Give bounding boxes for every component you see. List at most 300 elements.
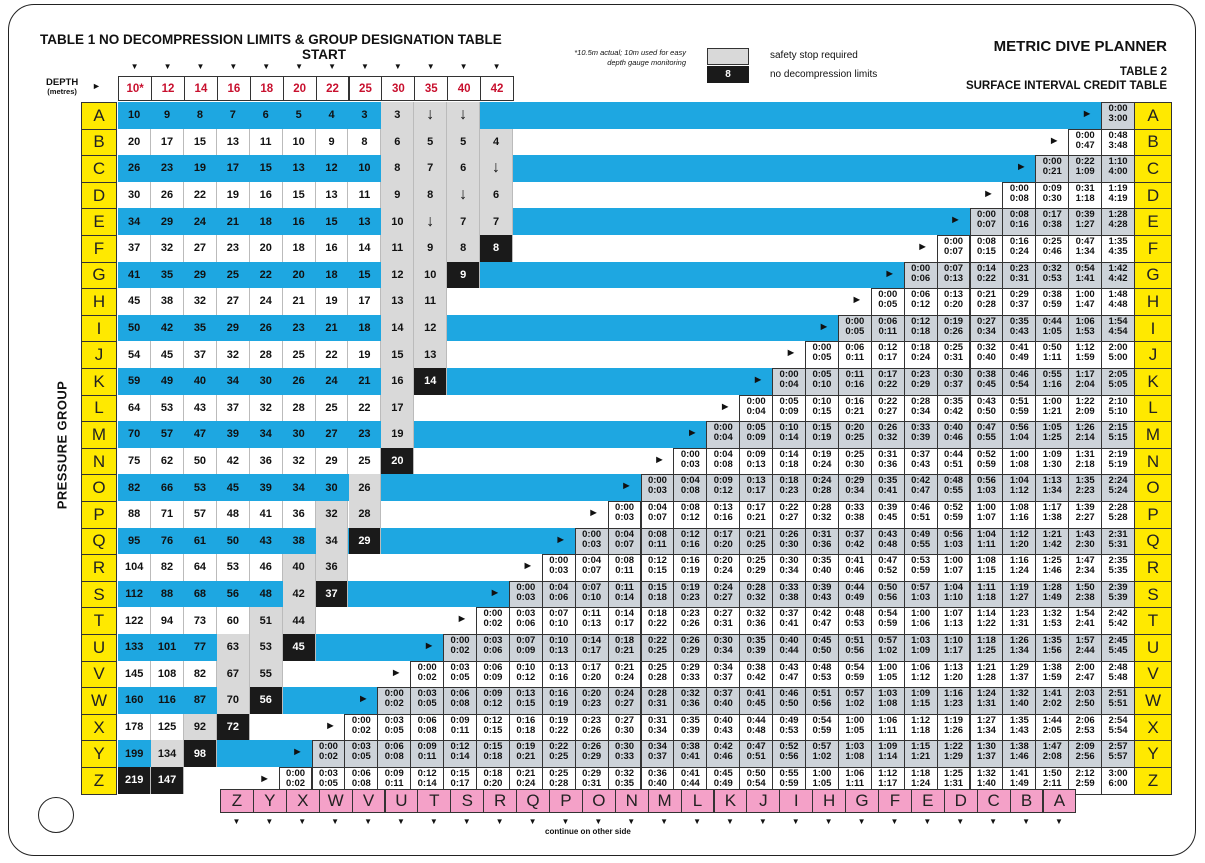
interval-time: 2:08 <box>1042 751 1062 763</box>
interval-time: 1:46 <box>1042 565 1062 577</box>
interval-time: 1:12 <box>911 671 931 683</box>
interval-time: 0:21 <box>615 661 635 673</box>
interval-time: 0:20 <box>845 422 865 434</box>
interval-time: 1:21 <box>1042 528 1062 540</box>
interval-time: 2:35 <box>1108 555 1128 567</box>
bottom-arrow-icon: ▼ <box>791 816 800 826</box>
interval-time: 0:36 <box>680 698 700 710</box>
interval-time: 0:03 <box>516 608 536 620</box>
interval-time: 0:44 <box>746 714 766 726</box>
ndl-cell-K-9: 14 <box>414 368 447 395</box>
interval-cell-N-9 <box>970 448 1004 476</box>
interval-time: 0:25 <box>944 342 964 354</box>
ndl-cell-F-8: 11 <box>381 235 414 262</box>
interval-time: 0:19 <box>549 714 569 726</box>
interval-time: 0:24 <box>713 565 733 577</box>
interval-time: 0:56 <box>812 698 832 710</box>
interval-time: 1:13 <box>1042 475 1062 487</box>
interval-time: 0:28 <box>812 502 832 513</box>
interval-time: 0:16 <box>680 555 700 567</box>
group-label-left-V: V <box>81 661 117 689</box>
interval-time: 1:39 <box>1075 502 1095 513</box>
interval-cell-W-22 <box>1101 687 1135 715</box>
interval-cell-S-5 <box>673 581 707 609</box>
interval-time: 0:20 <box>944 299 964 311</box>
row-arrow-icon: ► <box>1081 108 1093 120</box>
bottom-arrow-icon: ▼ <box>232 816 241 826</box>
group-label-bottom-N: N <box>615 789 649 813</box>
interval-time: 1:25 <box>1042 432 1062 444</box>
interval-cell-L-8 <box>1002 395 1036 423</box>
ndl-cell-M-2: 47 <box>184 421 217 448</box>
interval-cell-E-3 <box>1068 208 1102 236</box>
row-arrow-icon: ► <box>489 586 501 599</box>
interval-time: 1:07 <box>976 512 996 523</box>
interval-time: 0:51 <box>812 688 832 700</box>
interval-time: 0:47 <box>779 671 799 683</box>
interval-time: 0:00 <box>318 741 338 753</box>
interval-cell-Q-10 <box>904 528 938 556</box>
interval-cell-Z-25 <box>1101 767 1135 795</box>
interval-time: 0:22 <box>878 379 898 390</box>
interval-cell-R-2 <box>608 554 642 582</box>
interval-time: 0:44 <box>680 778 700 789</box>
interval-cell-Y-3 <box>410 740 444 768</box>
ndl-cell-F-7: 14 <box>349 235 382 262</box>
interval-time: 0:40 <box>812 565 832 577</box>
interval-time: 0:06 <box>483 645 503 656</box>
ndl-cell-L-6: 25 <box>316 395 349 422</box>
ndl-cell-C-0: 26 <box>118 155 151 182</box>
interval-cell-S-11 <box>871 581 905 609</box>
interval-time: 0:33 <box>615 751 635 763</box>
interval-time: 0:00 <box>944 236 964 247</box>
interval-time: 1:11 <box>977 581 996 593</box>
interval-time: 0:09 <box>450 714 470 726</box>
interval-time: 1:49 <box>1009 778 1029 789</box>
interval-cell-V-10 <box>739 661 773 689</box>
interval-cell-X-14 <box>805 714 839 742</box>
ndl-cell-Q-4: 43 <box>250 528 283 555</box>
interval-time: 0:04 <box>713 448 733 460</box>
interval-time: 0:59 <box>845 671 865 683</box>
interval-time: 0:50 <box>878 581 898 593</box>
group-label-right-O: O <box>1134 474 1172 502</box>
group-label-left-C: C <box>81 155 117 183</box>
interval-time: 1:26 <box>1075 422 1095 434</box>
interval-time: 1:07 <box>944 565 964 577</box>
ndl-cell-T-3: 60 <box>217 607 250 634</box>
interval-cell-X-9 <box>641 714 675 742</box>
interval-cell-Q-7 <box>805 528 839 556</box>
interval-time: 0:03 <box>549 565 569 577</box>
interval-cell-Y-13 <box>739 740 773 768</box>
interval-cell-K-9 <box>1068 368 1102 396</box>
interval-cell-R-6 <box>739 554 773 582</box>
interval-time: 0:00 <box>582 528 602 540</box>
interval-cell-E-4 <box>1101 208 1135 236</box>
interval-time: 1:28 <box>1108 209 1128 221</box>
interval-time: 1:41 <box>1075 272 1095 284</box>
legend-safety-text: safety stop required <box>770 50 858 61</box>
interval-time: 0:05 <box>812 352 832 364</box>
group-label-right-N: N <box>1134 448 1172 476</box>
interval-time: 1:23 <box>1009 608 1029 620</box>
interval-time: 0:28 <box>812 485 832 497</box>
interval-time: 0:18 <box>647 591 667 603</box>
interval-time: 0:55 <box>911 538 931 550</box>
row-arrow-icon: ► <box>982 187 994 200</box>
interval-time: 0:47 <box>812 618 832 630</box>
interval-time: 0:46 <box>1009 369 1029 380</box>
interval-time: 1:06 <box>845 768 865 779</box>
interval-cell-X-7 <box>575 714 609 742</box>
interval-cell-R-4 <box>673 554 707 582</box>
interval-cell-M-0 <box>706 421 740 449</box>
group-label-right-E: E <box>1134 208 1172 236</box>
interval-time: 1:57 <box>1075 635 1095 646</box>
interval-cell-U-5 <box>608 634 642 662</box>
interval-cell-L-0 <box>739 395 773 423</box>
interval-time: 1:07 <box>944 608 964 620</box>
interval-cell-R-13 <box>970 554 1004 582</box>
interval-time: 2:50 <box>1075 698 1095 710</box>
interval-time: 1:59 <box>1042 671 1062 683</box>
ndl-cell-I-9: 12 <box>414 315 447 342</box>
interval-time: 0:18 <box>483 768 503 779</box>
interval-time: 0:59 <box>878 618 898 630</box>
interval-cell-S-10 <box>838 581 872 609</box>
interval-time: 0:48 <box>746 724 766 736</box>
ndl-cell-P-0: 88 <box>118 501 151 528</box>
ndl-cell-E-9: ↓ <box>414 208 447 235</box>
ndl-cell-E-2: 24 <box>184 208 217 235</box>
interval-cell-I-4 <box>970 315 1004 343</box>
ndl-cell-G-5: 20 <box>283 262 316 289</box>
interval-cell-F-1 <box>970 235 1004 263</box>
interval-time: 0:00 <box>779 369 799 380</box>
ndl-cell-X-2: 92 <box>184 714 217 741</box>
bottom-arrow-icon: ▼ <box>758 816 767 826</box>
interval-time: 0:26 <box>944 325 964 337</box>
interval-cell-P-2 <box>673 501 707 529</box>
interval-time: 1:53 <box>1042 618 1062 630</box>
interval-cell-N-12 <box>1068 448 1102 476</box>
interval-time: 0:27 <box>878 405 898 417</box>
interval-time: 0:21 <box>615 645 635 656</box>
interval-cell-N-2 <box>739 448 773 476</box>
ndl-cell-Q-0: 95 <box>118 528 151 555</box>
interval-cell-O-4 <box>772 474 806 502</box>
interval-time: 0:38 <box>680 741 700 753</box>
interval-time: 0:22 <box>779 502 799 513</box>
interval-cell-U-7 <box>673 634 707 662</box>
ndl-cell-D-7: 11 <box>349 182 382 209</box>
interval-time: 0:48 <box>845 608 865 620</box>
interval-time: 5:05 <box>1108 379 1128 390</box>
ndl-cell-E-8: 10 <box>381 208 414 235</box>
interval-time: 1:00 <box>911 608 931 620</box>
interval-cell-P-0 <box>608 501 642 529</box>
interval-time: 0:22 <box>976 272 996 284</box>
interval-time: 0:10 <box>812 395 832 407</box>
interval-cell-V-3 <box>509 661 543 689</box>
interval-cell-S-6 <box>706 581 740 609</box>
interval-cell-X-19 <box>970 714 1004 742</box>
interval-time: 0:59 <box>779 778 799 789</box>
interval-time: 0:13 <box>746 475 766 487</box>
interval-time: 0:51 <box>746 751 766 763</box>
interval-time: 0:43 <box>911 458 931 470</box>
interval-time: 0:46 <box>779 688 799 700</box>
ndl-cell-F-4: 20 <box>250 235 283 262</box>
interval-time: 2:11 <box>1042 778 1062 789</box>
ndl-cell-G-1: 35 <box>151 262 184 289</box>
ndl-cell-W-0: 160 <box>118 687 151 714</box>
interval-cell-L-7 <box>970 395 1004 423</box>
ndl-cell-C-8: 8 <box>381 155 414 182</box>
interval-time: 0:12 <box>680 528 700 540</box>
interval-time: 0:34 <box>911 405 931 417</box>
interval-cell-D-1 <box>1035 182 1069 210</box>
interval-cell-Y-23 <box>1068 740 1102 768</box>
ndl-cell-R-4: 46 <box>250 554 283 581</box>
interval-time: 0:35 <box>944 395 964 407</box>
interval-time: 1:14 <box>976 608 996 620</box>
ndl-cell-C-9: 7 <box>414 155 447 182</box>
interval-time: 1:40 <box>976 778 996 789</box>
ndl-cell-D-5: 15 <box>283 182 316 209</box>
ndl-cell-D-0: 30 <box>118 182 151 209</box>
interval-time: 0:28 <box>647 688 667 700</box>
interval-time: 0:02 <box>351 724 371 736</box>
interval-time: 0:30 <box>779 555 799 567</box>
interval-cell-I-3 <box>937 315 971 343</box>
interval-time: 0:12 <box>713 485 733 497</box>
interval-cell-T-18 <box>1068 607 1102 635</box>
interval-time: 1:12 <box>878 768 898 779</box>
ndl-cell-A-3: 7 <box>217 102 250 129</box>
interval-cell-K-2 <box>838 368 872 396</box>
interval-time: 1:15 <box>911 698 931 710</box>
interval-cell-R-17 <box>1101 554 1135 582</box>
interval-time: 2:19 <box>1108 448 1128 460</box>
interval-cell-U-19 <box>1068 634 1102 662</box>
interval-time: 1:10 <box>1108 156 1128 168</box>
interval-cell-C-2 <box>1101 155 1135 183</box>
interval-time: 1:00 <box>1075 289 1095 301</box>
ndl-cell-J-0: 54 <box>118 341 151 368</box>
interval-time: 0:08 <box>615 555 635 567</box>
ndl-cell-H-3: 27 <box>217 288 250 315</box>
ndl-cell-G-9: 10 <box>414 262 447 289</box>
interval-time: 0:12 <box>680 512 700 523</box>
group-label-left-A: A <box>81 102 117 130</box>
interval-cell-Q-6 <box>772 528 806 556</box>
interval-time: 0:07 <box>615 538 635 550</box>
interval-time: 0:09 <box>516 645 536 656</box>
interval-time: 0:00 <box>680 448 700 460</box>
interval-cell-X-6 <box>542 714 576 742</box>
ndl-cell-C-10: 6 <box>447 155 480 182</box>
interval-time: 0:15 <box>450 768 470 779</box>
interval-time: 0:56 <box>1009 422 1029 434</box>
interval-time: 0:53 <box>812 671 832 683</box>
interval-time: 1:05 <box>1042 422 1062 434</box>
interval-time: 0:18 <box>647 608 667 620</box>
ndl-cell-G-10: 9 <box>447 262 480 289</box>
interval-time: 1:11 <box>878 724 897 736</box>
interval-time: 0:28 <box>549 778 569 789</box>
interval-time: 0:13 <box>944 272 964 284</box>
interval-cell-G-2 <box>970 262 1004 290</box>
ndl-cell-Q-7: 29 <box>349 528 382 555</box>
interval-cell-Y-5 <box>476 740 510 768</box>
interval-time: 4:00 <box>1108 166 1128 178</box>
group-label-right-Z: Z <box>1134 767 1172 795</box>
interval-time: 0:17 <box>582 645 602 656</box>
interval-time: 5:45 <box>1108 645 1128 656</box>
interval-cell-W-8 <box>641 687 675 715</box>
interval-time: 0:23 <box>1009 262 1029 274</box>
interval-time: 1:05 <box>845 724 865 736</box>
interval-time: 0:34 <box>779 565 799 577</box>
interval-cell-Y-1 <box>344 740 378 768</box>
ndl-cell-H-1: 38 <box>151 288 184 315</box>
ndl-cell-H-4: 24 <box>250 288 283 315</box>
interval-time: 1:37 <box>976 751 996 763</box>
interval-time: 0:06 <box>483 661 503 673</box>
interval-cell-T-19 <box>1101 607 1135 635</box>
interval-time: 0:14 <box>779 448 799 460</box>
group-label-bottom-H: H <box>812 789 846 813</box>
interval-cell-O-14 <box>1101 474 1135 502</box>
interval-time: 0:04 <box>615 528 635 540</box>
interval-time: 0:57 <box>911 581 931 593</box>
interval-time: 0:00 <box>1075 129 1095 141</box>
interval-time: 0:15 <box>647 565 667 577</box>
ndl-cell-R-1: 82 <box>151 554 184 581</box>
interval-cell-P-12 <box>1002 501 1036 529</box>
interval-cell-T-13 <box>904 607 938 635</box>
interval-time: 1:27 <box>1075 219 1095 231</box>
interval-cell-S-7 <box>739 581 773 609</box>
interval-time: 0:37 <box>845 528 865 540</box>
ndl-cell-J-8: 15 <box>381 341 414 368</box>
interval-cell-M-6 <box>904 421 938 449</box>
interval-cell-S-1 <box>542 581 576 609</box>
interval-time: 0:49 <box>845 591 865 603</box>
group-label-left-Z: Z <box>81 767 117 795</box>
ndl-cell-B-10: 5 <box>447 129 480 156</box>
interval-time: 0:57 <box>845 688 865 700</box>
interval-time: 0:45 <box>713 768 733 779</box>
interval-time: 0:47 <box>1075 139 1095 151</box>
interval-time: 2:15 <box>1108 422 1128 434</box>
interval-time: 0:24 <box>615 688 635 700</box>
interval-time: 0:00 <box>417 661 437 673</box>
group-label-left-R: R <box>81 554 117 582</box>
interval-time: 1:41 <box>1009 768 1029 779</box>
group-label-bottom-I: I <box>779 789 813 813</box>
ndl-cell-H-8: 13 <box>381 288 414 315</box>
interval-time: 0:21 <box>746 528 766 540</box>
group-label-right-A: A <box>1134 102 1172 130</box>
ndl-cell-A-10: ↓ <box>447 102 480 129</box>
interval-cell-M-5 <box>871 421 905 449</box>
interval-time: 2:24 <box>1108 475 1128 487</box>
ndl-cell-U-0: 133 <box>118 634 151 661</box>
interval-time: 0:34 <box>713 645 733 656</box>
interval-time: 0:48 <box>944 475 964 487</box>
interval-cell-Y-15 <box>805 740 839 768</box>
interval-time: 0:00 <box>845 315 865 327</box>
interval-cell-W-20 <box>1035 687 1069 715</box>
interval-time: 0:23 <box>779 485 799 497</box>
interval-cell-R-1 <box>575 554 609 582</box>
interval-cell-R-0 <box>542 554 576 582</box>
interval-time: 0:32 <box>680 688 700 700</box>
ndl-cell-S-4: 48 <box>250 581 283 608</box>
interval-cell-L-3 <box>838 395 872 423</box>
interval-cell-W-4 <box>509 687 543 715</box>
interval-cell-P-4 <box>739 501 773 529</box>
interval-time: 1:24 <box>911 778 931 789</box>
bottom-arrow-icon: ▼ <box>956 816 965 826</box>
table2-label: TABLE 2 <box>1119 66 1167 78</box>
interval-time: 0:57 <box>812 741 832 753</box>
group-label-right-T: T <box>1134 607 1172 635</box>
interval-time: 0:16 <box>845 395 865 407</box>
interval-time: 0:00 <box>516 581 536 593</box>
ndl-cell-A-1: 9 <box>151 102 184 129</box>
ndl-cell-I-4: 26 <box>250 315 283 342</box>
ndl-cell-P-7: 28 <box>349 501 382 528</box>
ndl-cell-G-2: 29 <box>184 262 217 289</box>
interval-time: 0:11 <box>582 608 601 620</box>
ndl-cell-A-5: 5 <box>283 102 316 129</box>
interval-cell-N-8 <box>937 448 971 476</box>
interval-cell-T-12 <box>871 607 905 635</box>
interval-time: 0:39 <box>1075 209 1095 221</box>
ndl-cell-O-6: 30 <box>316 474 349 501</box>
interval-time: 0:29 <box>680 645 700 656</box>
interval-cell-K-7 <box>1002 368 1036 396</box>
interval-time: 0:25 <box>549 751 569 763</box>
interval-time: 1:27 <box>1009 591 1029 603</box>
group-label-left-W: W <box>81 687 117 715</box>
ndl-cell-D-2: 22 <box>184 182 217 209</box>
interval-time: 0:08 <box>713 458 733 470</box>
interval-time: 0:05 <box>417 698 437 710</box>
interval-time: 2:48 <box>1108 661 1128 673</box>
interval-cell-J-0 <box>805 341 839 369</box>
interval-time: 0:59 <box>976 458 996 470</box>
interval-time: 0:08 <box>450 698 470 710</box>
interval-time: 0:18 <box>779 475 799 487</box>
interval-time: 0:11 <box>615 565 634 577</box>
group-label-left-Q: Q <box>81 528 117 556</box>
interval-cell-L-5 <box>904 395 938 423</box>
card-punch-hole <box>38 797 74 833</box>
interval-time: 0:23 <box>911 369 931 380</box>
ndl-cell-K-5: 26 <box>283 368 316 395</box>
interval-time: 0:56 <box>976 475 996 487</box>
interval-time: 0:11 <box>845 352 865 364</box>
interval-cell-V-14 <box>871 661 905 689</box>
ndl-cell-C-3: 17 <box>217 155 250 182</box>
interval-time: 0:09 <box>713 475 733 487</box>
